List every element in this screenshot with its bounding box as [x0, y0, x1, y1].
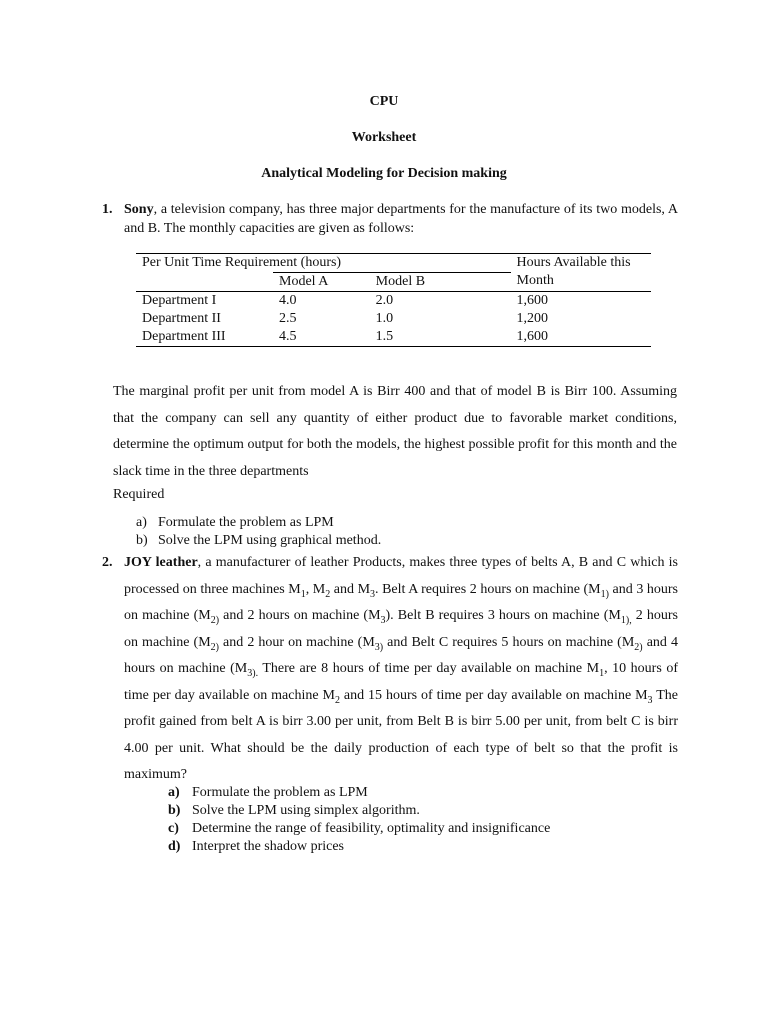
- question-2-body: JOY leather, a manufacturer of leather Products, makes three types of belts A, B and C which is processed on three machines $M_1$, $M_2$ and $M_3$. Belt A requires 2 hours on machine ($M_{1)}$ and 3 hours on machine ($M_{2)}$ and 2 hours on machine $(M_3)$. Belt B requires 3 hours on machine ($M_{1),}$ 2 hours on machine ($M_{2)}$ and 2 hour on machine ($M_{3)}$ and Belt C requires 5 hours on machine ($M_{2)}$ and 4 hours on machine ($M_{3).}$ There are 8 hours of time per day available on machine $M_1$, 10 hours of time per day available on machine $M_2$ and 15 hours of time per day available on machine $M_3$ The profit gained from belt A is birr 3.00 per unit, from Belt B is birr 5.00 per unit, from belt C is birr 4.00 per unit. What should be the daily production of each type of belt so that the profit is maximum?: [124, 555, 679, 782]
- list-item: a) Formulate the problem as LPM: [136, 515, 334, 530]
- question-2-tasks: [168, 784, 550, 856]
- question-1-tasks: [136, 514, 381, 550]
- capacity-table: [136, 253, 651, 347]
- table-row: Department II 2.5 1.0 1,200: [142, 311, 549, 326]
- question-2-company: JOY leather: [124, 555, 198, 570]
- table-row: Department III 4.5 1.5 1,600: [136, 328, 651, 347]
- title-cpu: CPU: [369, 94, 399, 109]
- question-1-company: Sony: [124, 202, 154, 217]
- list-item: a) Formulate the problem as LPM: [168, 785, 368, 800]
- title-subject: Analytical Modeling for Decision making: [261, 166, 507, 181]
- table-row: Department I 4.0 2.0 1,600: [136, 292, 651, 311]
- question-1-number: 1.: [102, 202, 113, 217]
- table-header-blank: [136, 273, 273, 292]
- table-group-header: Per Unit Time Requirement (hours): [136, 254, 511, 273]
- table-header-hours: Hours Available this Month: [511, 254, 651, 292]
- list-item: b) Solve the LPM using simplex algorithm.: [168, 803, 420, 818]
- table-header-model-b: Model B: [370, 273, 511, 292]
- list-item: d) Interpret the shadow prices: [168, 839, 344, 854]
- required-label: Required: [113, 487, 165, 502]
- question-1-paragraph: The marginal profit per unit from model A is Birr 400 and that of model B is Birr 100. Assuming that the company can sell any quantity of either product due to favorable market conditions, determine the optimum output for both the models, the highest possible profit for this month and the slack time in the three departments: [113, 384, 677, 479]
- question-2: [102, 550, 678, 789]
- list-item: c) Determine the range of feasibility, optimality and insignificance: [168, 821, 551, 836]
- title-worksheet: Worksheet: [351, 130, 417, 145]
- table-header-model-a: Model A: [273, 273, 370, 292]
- question-1: [102, 200, 678, 238]
- question-2-number: 2.: [102, 555, 113, 570]
- question-1-intro: Sony, a television company, has three major departments for the manufacture of its two models, A and B. The monthly capacities are given as follows:: [124, 202, 678, 236]
- list-item: b) Solve the LPM using graphical method.: [136, 533, 382, 548]
